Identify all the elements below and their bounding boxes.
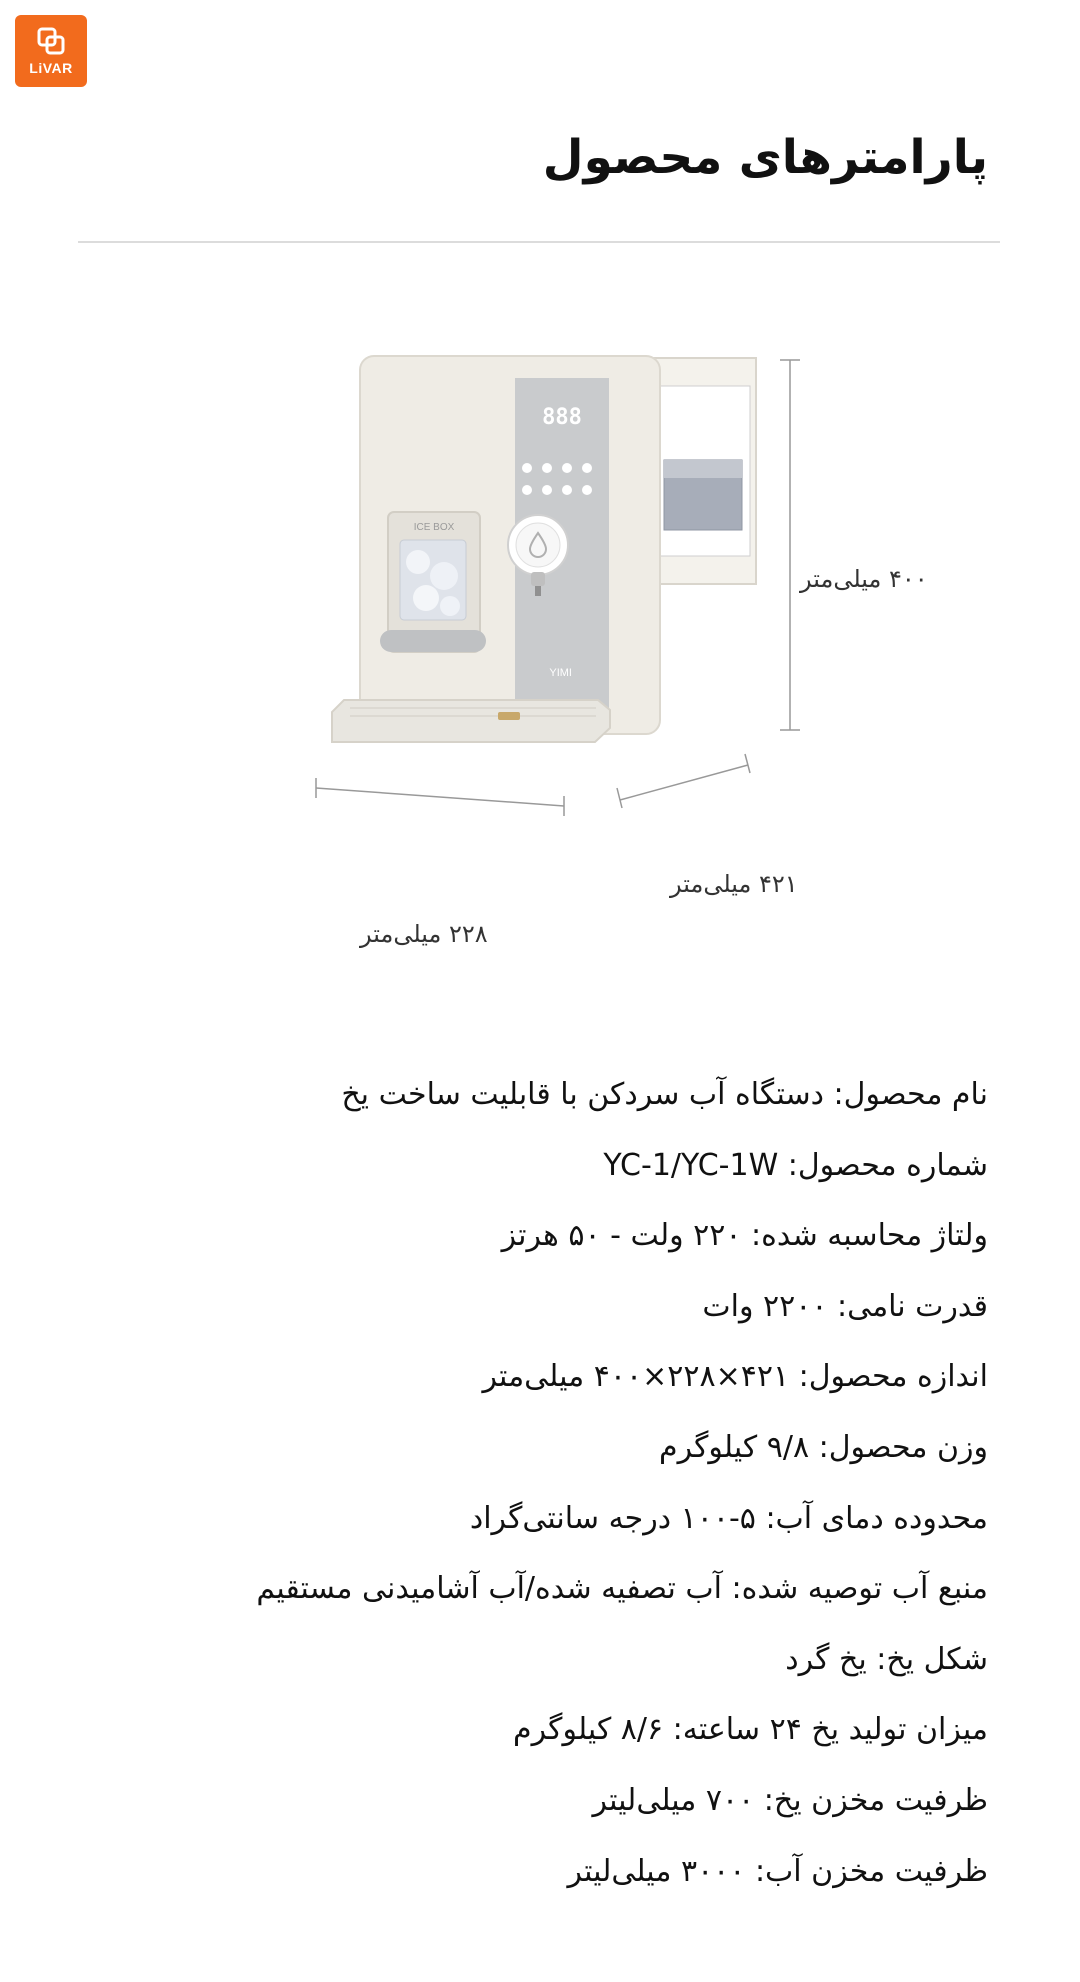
spec-list [88, 1060, 988, 1907]
livar-logo[interactable] [15, 15, 87, 87]
spec-item: منبع آب توصیه شده: آب تصفیه شده/آب آشامیدنی مستقیم [256, 1571, 988, 1607]
width-label: ۲۲۸ میلی‌متر [360, 920, 488, 948]
panel-icon [562, 463, 572, 473]
panel-icon [522, 485, 532, 495]
depth-label: ۴۲۱ میلی‌متر [670, 870, 798, 898]
ice-box-label: ICE BOX [413, 522, 455, 533]
depth-dimension-line [620, 765, 748, 800]
height-label: ۴۰۰ میلی‌متر [800, 565, 928, 593]
panel-icon [542, 485, 552, 495]
spec-item: قدرت نامی: ۲۲۰۰ وات [702, 1288, 988, 1324]
spec-item: ظرفیت مخزن آب: ۳۰۰۰ میلی‌لیتر [567, 1853, 988, 1889]
panel-icon [522, 463, 532, 473]
width-dimension-line [316, 788, 564, 806]
ice-scoop-handle [380, 630, 486, 652]
spec-item: میزان تولید یخ ۲۴ ساعته: ۸/۶ کیلوگرم [513, 1712, 988, 1748]
spec-item: ولتاژ محاسبه شده: ۲۲۰ ولت - ۵۰ هرتز [501, 1218, 988, 1254]
spec-item: محدوده دمای آب: ۵-۱۰۰ درجه سانتی‌گراد [469, 1500, 988, 1536]
spec-item: اندازه محصول: ۴۲۱×۲۲۸×۴۰۰ میلی‌متر [482, 1359, 988, 1395]
divider [78, 241, 1000, 243]
livar-logo-icon [36, 26, 66, 56]
page-title: پارامترهای محصول [542, 130, 988, 185]
panel-icon [562, 485, 572, 495]
display-digits: 888 [542, 405, 582, 430]
brand-mark: YIMI [549, 667, 572, 679]
spec-item: ظرفیت مخزن یخ: ۷۰۰ میلی‌لیتر [592, 1782, 988, 1818]
logo-text: LiVAR [29, 60, 73, 76]
panel-icon [542, 463, 552, 473]
spec-item: نام محصول: دستگاه آب سردکن با قابلیت ساخت یخ [341, 1077, 988, 1112]
product-figure [280, 340, 960, 980]
spec-item: شکل یخ: یخ گرد [785, 1641, 988, 1677]
spec-item: وزن محصول: ۹/۸ کیلوگرم [659, 1429, 988, 1465]
drip-tray [332, 700, 610, 742]
product-illustration [280, 340, 960, 980]
spec-item: شماره محصول: YC-1/YC-1W [603, 1147, 988, 1183]
panel-icon [582, 485, 592, 495]
panel-icon [582, 463, 592, 473]
